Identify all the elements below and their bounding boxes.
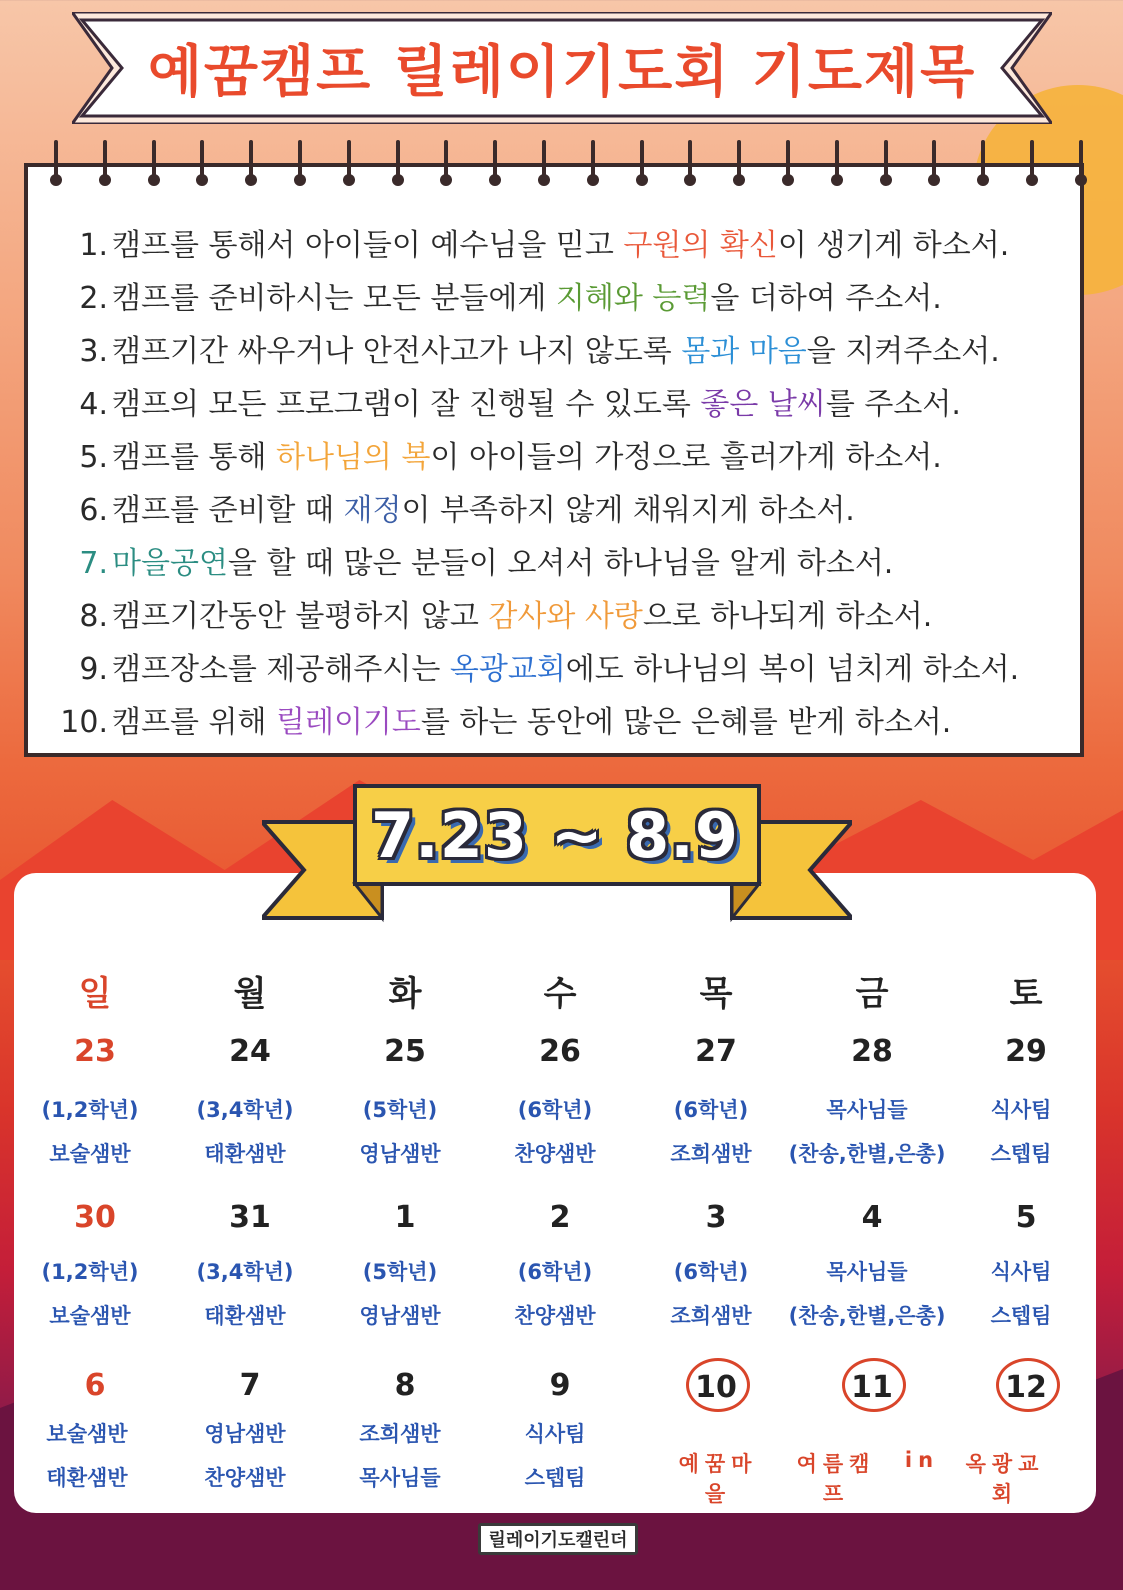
calendar-teacher: 보술샘반 (49, 1304, 131, 1328)
binding-ring (1075, 140, 1087, 190)
weekday-label: 금 (855, 974, 889, 1014)
prayer-text-end: 를 주소서. (825, 387, 961, 422)
date-range: 7.23 ~ 8.9 (371, 799, 739, 872)
prayer-text-end: 이 아이들의 가정으로 흘러가게 하소서. (430, 440, 942, 475)
binding-ring (392, 140, 404, 190)
calendar-teacher: 스텝팀 (990, 1142, 1052, 1166)
calendar-group: (1,2학년) (41, 1260, 139, 1284)
weekday-label: 화 (388, 974, 422, 1014)
prayer-item (28, 272, 1088, 325)
prayer-number: 1. (79, 228, 108, 263)
prayer-number: 3. (79, 334, 108, 369)
prayer-text: 캠프를 통해서 아이들이 예수님을 믿고 (112, 228, 624, 263)
footer-tag: 릴레이기도캘린더 (478, 1523, 638, 1555)
prayer-highlight: 감사와 사랑 (488, 599, 643, 634)
prayer-item (28, 484, 1088, 537)
calendar-teacher: 목사님들 (359, 1466, 441, 1490)
calendar-teacher: 식사팀 (524, 1422, 586, 1446)
binding-ring (196, 140, 208, 190)
calendar-day: 30 (74, 1200, 116, 1235)
weekday-label: 토 (1009, 974, 1043, 1014)
binding-ring (684, 140, 696, 190)
calendar-day: 7 (239, 1368, 261, 1403)
binding-ring (587, 140, 599, 190)
prayer-text: 캠프를 준비하시는 모든 분들에게 (112, 281, 556, 316)
binding-ring (928, 140, 940, 190)
prayer-highlight: 재정 (343, 493, 402, 528)
prayer-text-end: 을 더하여 주소서. (710, 281, 942, 316)
calendar-group: (6학년) (673, 1098, 749, 1122)
calendar-teacher: 찬양샘반 (514, 1304, 596, 1328)
calendar-teacher: 조희샘반 (359, 1422, 441, 1446)
page-title: 예꿈캠프 릴레이기도회 기도제목 (147, 40, 977, 105)
prayer-highlight: 릴레이기도 (275, 705, 421, 740)
prayer-text: 캠프장소를 제공해주시는 (112, 652, 450, 687)
calendar-day: 29 (1005, 1034, 1047, 1069)
binding-ring (489, 140, 501, 190)
calendar-teacher: 스텝팀 (524, 1466, 586, 1490)
prayer-text-end: 으로 하나되게 하소서. (642, 599, 933, 634)
calendar-teacher: 찬양샘반 (514, 1142, 596, 1166)
calendar-group: 식사팀 (990, 1260, 1052, 1284)
calendar-group: (3,4학년) (196, 1260, 294, 1284)
prayer-text-end: 이 부족하지 않게 채워지게 하소서. (401, 493, 855, 528)
calendar-day: 8 (394, 1368, 416, 1403)
calendar-teacher: 보술샘반 (49, 1142, 131, 1166)
calendar-teacher: 스텝팀 (990, 1304, 1052, 1328)
calendar-teacher: 태환샘반 (46, 1466, 128, 1490)
prayer-item (28, 325, 1088, 378)
prayer-item (28, 219, 1088, 272)
camp-label: 옥광교회 (965, 1452, 1045, 1506)
calendar-day: 1 (394, 1200, 416, 1235)
prayer-item (28, 696, 1088, 749)
prayer-text-end: 를 하는 동안에 많은 은혜를 받게 하소서. (420, 705, 952, 740)
calendar-teacher: 찬양샘반 (204, 1466, 286, 1490)
calendar-day: 9 (549, 1368, 571, 1403)
binding-ring (880, 140, 892, 190)
camp-day-circle (842, 1358, 906, 1412)
calendar-group: (6학년) (517, 1260, 593, 1284)
prayer-text: 캠프기간동안 불평하지 않고 (112, 599, 489, 634)
camp-day-circle (996, 1358, 1060, 1412)
prayer-list (28, 219, 1088, 749)
prayer-item (28, 643, 1088, 696)
title-banner (72, 12, 1052, 124)
calendar-day: 12 (1005, 1370, 1047, 1405)
prayer-text-end: 이 생기게 하소서. (777, 228, 1010, 263)
prayer-number: 6. (79, 493, 108, 528)
binding-ring (294, 140, 306, 190)
prayer-highlight: 구원의 확신 (623, 228, 778, 263)
calendar-teacher: 조희샘반 (670, 1304, 752, 1328)
calendar-day: 24 (229, 1034, 271, 1069)
prayer-text-end: 을 지켜주소서. (806, 334, 1000, 369)
prayer-number: 8. (79, 599, 108, 634)
calendar-day: 6 (84, 1368, 106, 1403)
calendar-day: 2 (549, 1200, 571, 1235)
prayer-highlight: 좋은 날씨 (700, 387, 826, 422)
camp-label: 예꿈마을 (678, 1452, 758, 1506)
weekday-label: 목 (699, 974, 733, 1014)
binding-ring (440, 140, 452, 190)
binding-ring (782, 140, 794, 190)
binding-ring (1026, 140, 1038, 190)
prayer-highlight: 옥광교회 (449, 652, 566, 687)
prayer-number: 9. (79, 652, 108, 687)
binding-ring (99, 140, 111, 190)
prayer-text: 캠프를 통해 (112, 440, 276, 475)
calendar-group: 목사님들 (826, 1260, 908, 1284)
calendar-group: (5학년) (362, 1098, 438, 1122)
calendar-day: 23 (74, 1034, 116, 1069)
prayer-number: 10. (60, 705, 108, 740)
calendar-day: 10 (695, 1370, 737, 1405)
calendar-day: 5 (1015, 1200, 1037, 1235)
prayer-number: 7. (79, 546, 108, 581)
calendar-day: 25 (384, 1034, 426, 1069)
prayer-number: 2. (79, 281, 108, 316)
calendar-group: 식사팀 (990, 1098, 1052, 1122)
calendar-group: 목사님들 (826, 1098, 908, 1122)
binding-ring (733, 140, 745, 190)
prayer-item (28, 590, 1088, 643)
calendar-teacher: 영남샘반 (359, 1304, 441, 1328)
binding-ring (245, 140, 257, 190)
prayer-text-end: 을 할 때 많은 분들이 오셔서 하나님을 알게 하소서. (227, 546, 894, 581)
weekday-label: 수 (543, 974, 577, 1014)
prayer-text: 캠프를 준비할 때 (112, 493, 344, 528)
binding-ring (831, 140, 843, 190)
prayer-number: 5. (79, 440, 108, 475)
calendar-teacher: 태환샘반 (204, 1142, 286, 1166)
prayer-item (28, 537, 1088, 590)
calendar-group: (3,4학년) (196, 1098, 294, 1122)
calendar-group: (6학년) (517, 1098, 593, 1122)
prayer-highlight: 하나님의 복 (275, 440, 431, 475)
weekday-label: 일 (78, 974, 112, 1014)
prayer-text-end: 에도 하나님의 복이 넘치게 하소서. (565, 652, 1020, 687)
binding-ring (343, 140, 355, 190)
calendar-day: 3 (705, 1200, 727, 1235)
spiral-binding (24, 140, 1084, 190)
calendar-day: 26 (539, 1034, 581, 1069)
prayer-item (28, 378, 1088, 431)
prayer-number: 4. (79, 387, 108, 422)
camp-label: 여름캠프 (796, 1452, 876, 1506)
calendar-day: 27 (695, 1034, 737, 1069)
prayer-highlight: 지혜와 능력 (555, 281, 711, 316)
calendar-day: 11 (851, 1370, 893, 1405)
calendar-day: 4 (861, 1200, 883, 1235)
camp-label: in (904, 1448, 940, 1472)
calendar-teacher: 태환샘반 (204, 1304, 286, 1328)
weekday-label: 월 (233, 974, 267, 1014)
binding-ring (148, 140, 160, 190)
prayer-text: 캠프기간 싸우거나 안전사고가 나지 않도록 (112, 334, 682, 369)
calendar-day: 31 (229, 1200, 271, 1235)
calendar-day: 28 (851, 1034, 893, 1069)
calendar-teacher: 영남샘반 (359, 1142, 441, 1166)
calendar-teacher: 보술샘반 (46, 1422, 128, 1446)
binding-ring (50, 140, 62, 190)
calendar-teacher: (찬송,한별,은총) (788, 1304, 946, 1328)
prayer-highlight: 몸과 마음 (681, 334, 807, 369)
prayer-text: 캠프를 위해 (112, 705, 276, 740)
camp-day-circle (686, 1358, 750, 1412)
calendar-group: (1,2학년) (41, 1098, 139, 1122)
calendar-teacher: (찬송,한별,은총) (788, 1142, 946, 1166)
calendar-group: (6학년) (673, 1260, 749, 1284)
prayer-text: 캠프의 모든 프로그램이 잘 진행될 수 있도록 (112, 387, 701, 422)
binding-ring (636, 140, 648, 190)
calendar-group: (5학년) (362, 1260, 438, 1284)
binding-ring (538, 140, 550, 190)
calendar-teacher: 조희샘반 (670, 1142, 752, 1166)
prayer-item (28, 431, 1088, 484)
calendar-teacher: 영남샘반 (204, 1422, 286, 1446)
binding-ring (977, 140, 989, 190)
prayer-list-card (24, 163, 1084, 757)
prayer-highlight: 마을공연 (112, 546, 228, 581)
